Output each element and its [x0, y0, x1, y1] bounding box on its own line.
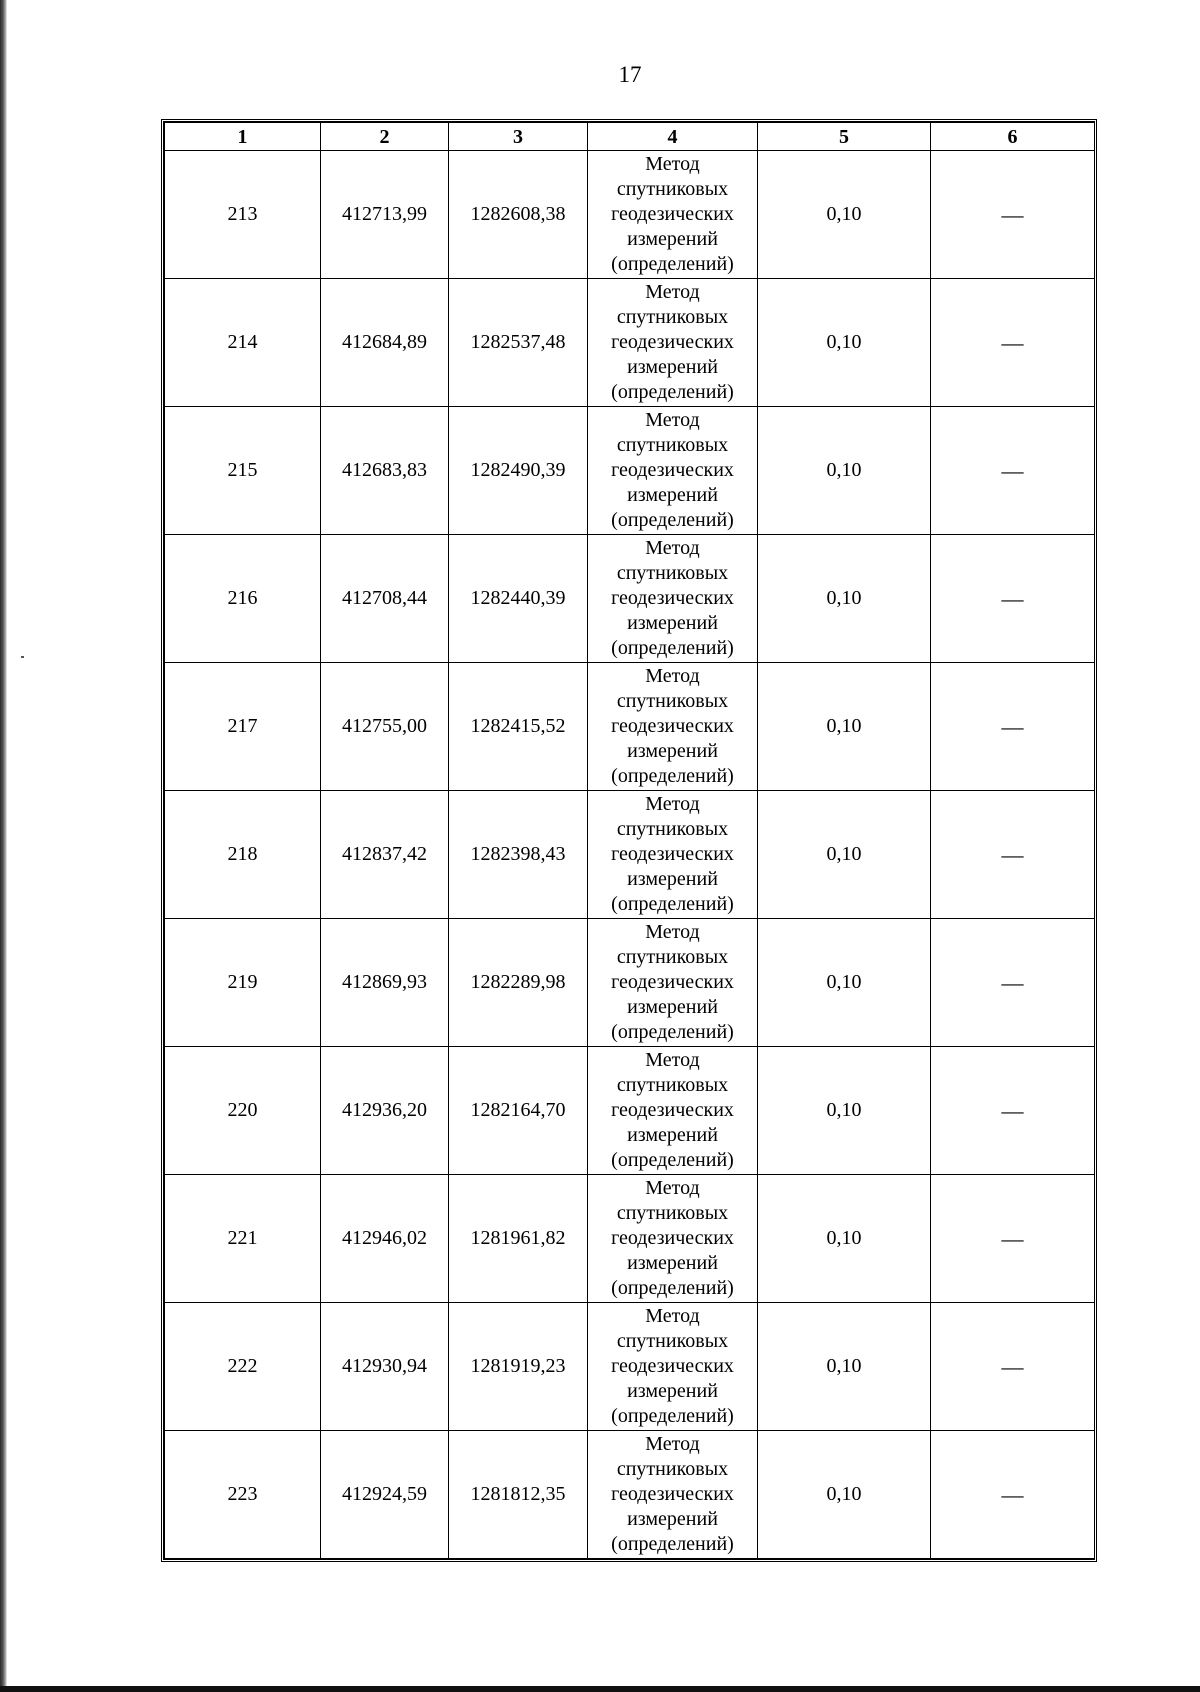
coordinate-x-cell: 412683,83 [321, 407, 449, 535]
method-line: спутниковых [616, 690, 729, 712]
method-line: измерений [627, 612, 718, 634]
method-line: (определений) [611, 1021, 734, 1043]
method-line: измерений [627, 996, 718, 1018]
accuracy-cell: 0,10 [758, 1175, 931, 1303]
column-header: 3 [449, 123, 588, 151]
coordinate-x-cell: 412708,44 [321, 535, 449, 663]
method-line: спутниковых [616, 818, 729, 840]
coordinate-y-cell: 1282490,39 [449, 407, 588, 535]
method-line: (определений) [611, 765, 734, 787]
method-line: спутниковых [616, 178, 729, 200]
table-row [165, 791, 1095, 919]
method-cell [588, 407, 758, 535]
method-cell [588, 535, 758, 663]
coordinate-y-cell: 1281961,82 [449, 1175, 588, 1303]
column-header: 6 [931, 123, 1095, 151]
coordinate-y-cell: 1282608,38 [449, 151, 588, 279]
method-line: измерений [627, 356, 718, 378]
method-line: геодезических [611, 843, 734, 865]
method-line: Метод [645, 409, 700, 431]
table-row [165, 1047, 1095, 1175]
column-header: 5 [758, 123, 931, 151]
coordinates-table [164, 122, 1095, 1559]
description-cell: — [931, 1175, 1095, 1303]
accuracy-cell: 0,10 [758, 151, 931, 279]
coordinate-x-cell: 412755,00 [321, 663, 449, 791]
point-number-cell: 217 [165, 663, 321, 791]
coordinate-y-cell: 1282398,43 [449, 791, 588, 919]
table-row [165, 407, 1095, 535]
method-line: Метод [645, 921, 700, 943]
method-line: геодезических [611, 1483, 734, 1505]
coordinate-y-cell: 1282440,39 [449, 535, 588, 663]
coordinate-x-cell: 412930,94 [321, 1303, 449, 1431]
column-header: 1 [165, 123, 321, 151]
method-line: геодезических [611, 1227, 734, 1249]
scan-edge-left [0, 0, 7, 1692]
method-line: геодезических [611, 1355, 734, 1377]
table-row [165, 1303, 1095, 1431]
method-cell [588, 1303, 758, 1431]
method-line: спутниковых [616, 434, 729, 456]
table-row [165, 663, 1095, 791]
method-line: геодезических [611, 1099, 734, 1121]
method-line: геодезических [611, 715, 734, 737]
point-number-cell: 215 [165, 407, 321, 535]
method-line: спутниковых [616, 1074, 729, 1096]
description-cell: — [931, 535, 1095, 663]
point-number-cell: 221 [165, 1175, 321, 1303]
accuracy-cell: 0,10 [758, 663, 931, 791]
method-line: измерений [627, 1508, 718, 1530]
accuracy-cell: 0,10 [758, 919, 931, 1047]
column-header: 4 [588, 123, 758, 151]
method-line: Метод [645, 1305, 700, 1327]
method-line: спутниковых [616, 1202, 729, 1224]
method-cell [588, 919, 758, 1047]
point-number-cell: 218 [165, 791, 321, 919]
accuracy-cell: 0,10 [758, 791, 931, 919]
method-line: (определений) [611, 893, 734, 915]
method-line: Метод [645, 281, 700, 303]
coordinate-y-cell: 1282415,52 [449, 663, 588, 791]
accuracy-cell: 0,10 [758, 1431, 931, 1559]
method-line: Метод [645, 537, 700, 559]
method-line: спутниковых [616, 946, 729, 968]
column-header: 2 [321, 123, 449, 151]
point-number-cell: 219 [165, 919, 321, 1047]
accuracy-cell: 0,10 [758, 535, 931, 663]
method-line: Метод [645, 1177, 700, 1199]
point-number-cell: 220 [165, 1047, 321, 1175]
method-line: (определений) [611, 1533, 734, 1555]
point-number-cell: 222 [165, 1303, 321, 1431]
coordinate-x-cell: 412936,20 [321, 1047, 449, 1175]
scan-edge-bottom [0, 1686, 1200, 1692]
point-number-cell: 213 [165, 151, 321, 279]
method-line: Метод [645, 793, 700, 815]
scan-speck [21, 656, 24, 658]
table-header-row [165, 123, 1095, 151]
method-line: геодезических [611, 331, 734, 353]
coordinate-x-cell: 412924,59 [321, 1431, 449, 1559]
page-number: 17 [618, 62, 642, 87]
coordinate-y-cell: 1282289,98 [449, 919, 588, 1047]
coordinate-x-cell: 412869,93 [321, 919, 449, 1047]
method-line: измерений [627, 1380, 718, 1402]
description-cell: — [931, 791, 1095, 919]
coordinates-table-frame [161, 119, 1097, 1562]
description-cell: — [931, 279, 1095, 407]
method-line: измерений [627, 1252, 718, 1274]
coordinate-x-cell: 412837,42 [321, 791, 449, 919]
method-line: Метод [645, 665, 700, 687]
method-line: (определений) [611, 1277, 734, 1299]
method-line: геодезических [611, 587, 734, 609]
method-line: (определений) [611, 1405, 734, 1427]
description-cell: — [931, 407, 1095, 535]
coordinate-y-cell: 1281812,35 [449, 1431, 588, 1559]
method-line: измерений [627, 1124, 718, 1146]
description-cell: — [931, 1431, 1095, 1559]
method-line: Метод [645, 153, 700, 175]
method-line: (определений) [611, 509, 734, 531]
table-row [165, 279, 1095, 407]
method-line: геодезических [611, 459, 734, 481]
method-cell [588, 1047, 758, 1175]
method-line: Метод [645, 1433, 700, 1455]
method-line: Метод [645, 1049, 700, 1071]
table-row [165, 919, 1095, 1047]
description-cell: — [931, 919, 1095, 1047]
coordinate-y-cell: 1282537,48 [449, 279, 588, 407]
method-line: измерений [627, 740, 718, 762]
method-line: (определений) [611, 1149, 734, 1171]
coordinate-y-cell: 1281919,23 [449, 1303, 588, 1431]
method-cell [588, 791, 758, 919]
method-line: геодезических [611, 971, 734, 993]
method-line: геодезических [611, 203, 734, 225]
method-cell [588, 1431, 758, 1559]
coordinate-x-cell: 412946,02 [321, 1175, 449, 1303]
table-row [165, 151, 1095, 279]
method-line: спутниковых [616, 1458, 729, 1480]
description-cell: — [931, 1047, 1095, 1175]
method-line: (определений) [611, 381, 734, 403]
method-line: спутниковых [616, 562, 729, 584]
coordinate-x-cell: 412713,99 [321, 151, 449, 279]
accuracy-cell: 0,10 [758, 1303, 931, 1431]
method-cell [588, 663, 758, 791]
accuracy-cell: 0,10 [758, 407, 931, 535]
table-row [165, 535, 1095, 663]
method-line: спутниковых [616, 306, 729, 328]
method-line: спутниковых [616, 1330, 729, 1352]
coordinate-y-cell: 1282164,70 [449, 1047, 588, 1175]
description-cell: — [931, 1303, 1095, 1431]
accuracy-cell: 0,10 [758, 279, 931, 407]
point-number-cell: 216 [165, 535, 321, 663]
description-cell: — [931, 663, 1095, 791]
accuracy-cell: 0,10 [758, 1047, 931, 1175]
method-line: (определений) [611, 253, 734, 275]
description-cell: — [931, 151, 1095, 279]
method-cell [588, 279, 758, 407]
method-line: измерений [627, 484, 718, 506]
method-line: измерений [627, 228, 718, 250]
point-number-cell: 214 [165, 279, 321, 407]
table-row [165, 1431, 1095, 1559]
method-line: измерений [627, 868, 718, 890]
coordinate-x-cell: 412684,89 [321, 279, 449, 407]
point-number-cell: 223 [165, 1431, 321, 1559]
method-line: (определений) [611, 637, 734, 659]
table-row [165, 1175, 1095, 1303]
method-cell [588, 1175, 758, 1303]
table-body [165, 151, 1095, 1559]
method-cell [588, 151, 758, 279]
